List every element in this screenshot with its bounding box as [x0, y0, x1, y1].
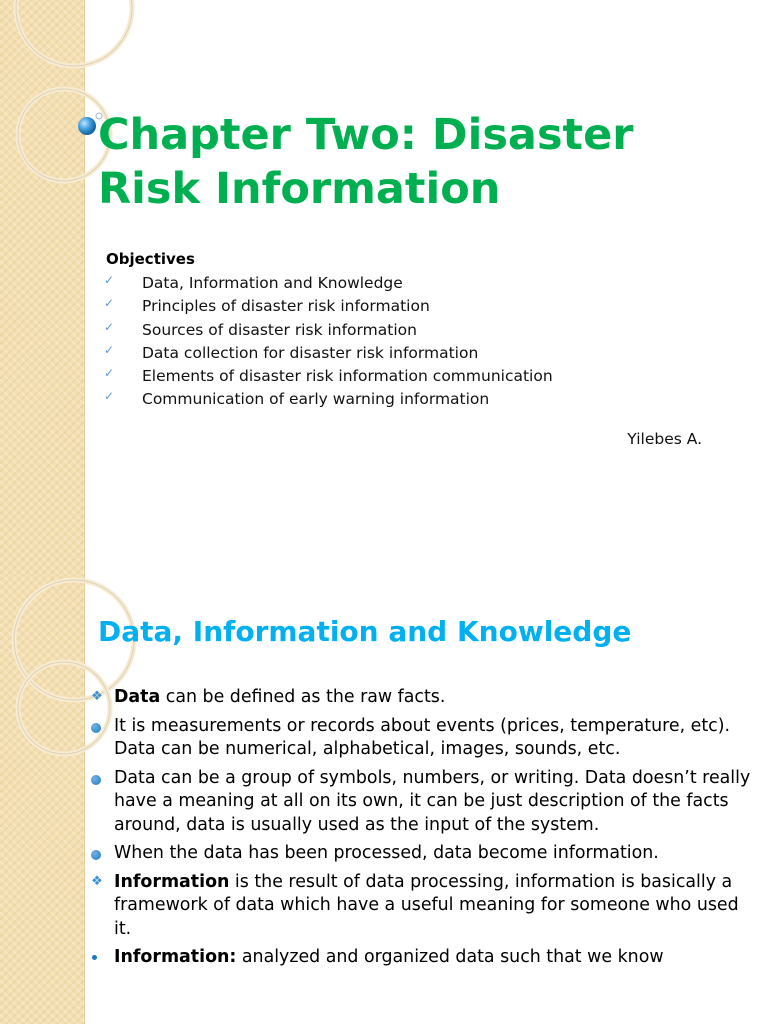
bullet-text: can be defined as the raw facts.: [160, 687, 446, 707]
checkmark-icon: ✓: [104, 342, 115, 357]
bullet-item: [88, 686, 756, 710]
bullet-text: is the result of data processing, information is basically a framework of data which have a useful meaning for someone who used it.: [114, 871, 739, 939]
objective-item: [102, 342, 553, 365]
objective-item: [102, 388, 553, 411]
checkmark-icon: ✓: [104, 296, 115, 311]
checkmark-icon: ✓: [104, 319, 115, 334]
checkmark-icon: ✓: [104, 389, 115, 404]
objective-text: Communication of early warning information: [142, 390, 490, 409]
section-heading: Data, Information and Knowledge: [98, 615, 632, 648]
title-line-2: Risk Information: [98, 164, 501, 214]
title-line-1: Chapter Two: Disaster: [98, 110, 634, 160]
slide-data-information-knowledge: [0, 576, 768, 1024]
bullet-item: [88, 767, 756, 838]
objective-item: [102, 319, 553, 342]
bullet-text: Data can be a group of symbols, numbers, or writing. Data doesn’t really have a meaning at all on its own, it can be just description of the facts around, data is usually used as the input of the system.: [114, 767, 751, 835]
objective-item: [102, 365, 553, 388]
objective-item: [102, 272, 553, 295]
content-bullet-list: [88, 686, 756, 975]
bullet-text: It is measurements or records about events (prices, temperature, etc). Data can be numerical, alphabetical, images, sounds, etc.: [114, 715, 731, 759]
small-bullet-icon: [92, 955, 97, 960]
round-bullet-icon: [91, 723, 101, 733]
bullet-item: [88, 842, 756, 866]
diamond-bullet-icon: ❖: [91, 873, 103, 889]
objective-text: Data, Information and Knowledge: [142, 274, 403, 292]
objective-text: Principles of disaster risk information: [142, 297, 430, 316]
author-name: Yilebes A.: [627, 430, 702, 448]
round-bullet-icon: [91, 850, 101, 860]
bullet-item: [88, 946, 756, 970]
objective-text: Elements of disaster risk information communication: [142, 367, 553, 386]
bullet-text: analyzed and organized data such that we know: [236, 947, 664, 967]
objective-text: Data collection for disaster risk information: [142, 343, 479, 362]
objectives-heading: Objectives: [106, 250, 195, 268]
bullet-item: [88, 871, 756, 942]
bullet-item: [88, 715, 756, 762]
objectives-list: [102, 272, 553, 412]
checkmark-icon: ✓: [104, 273, 115, 287]
slide-title-heading: [98, 108, 738, 216]
checkmark-icon: ✓: [104, 366, 115, 381]
objective-item: [102, 295, 553, 318]
round-bullet-icon: [91, 775, 101, 785]
bullet-term: Data: [114, 687, 161, 707]
objective-text: Sources of disaster risk information: [142, 320, 417, 339]
bullet-text: When the data has been processed, data become information.: [114, 843, 659, 863]
bullet-term: Information:: [114, 947, 237, 967]
diamond-bullet-icon: ❖: [91, 689, 103, 704]
bullet-term: Information: [114, 871, 230, 892]
blue-orb-icon: [78, 117, 96, 135]
